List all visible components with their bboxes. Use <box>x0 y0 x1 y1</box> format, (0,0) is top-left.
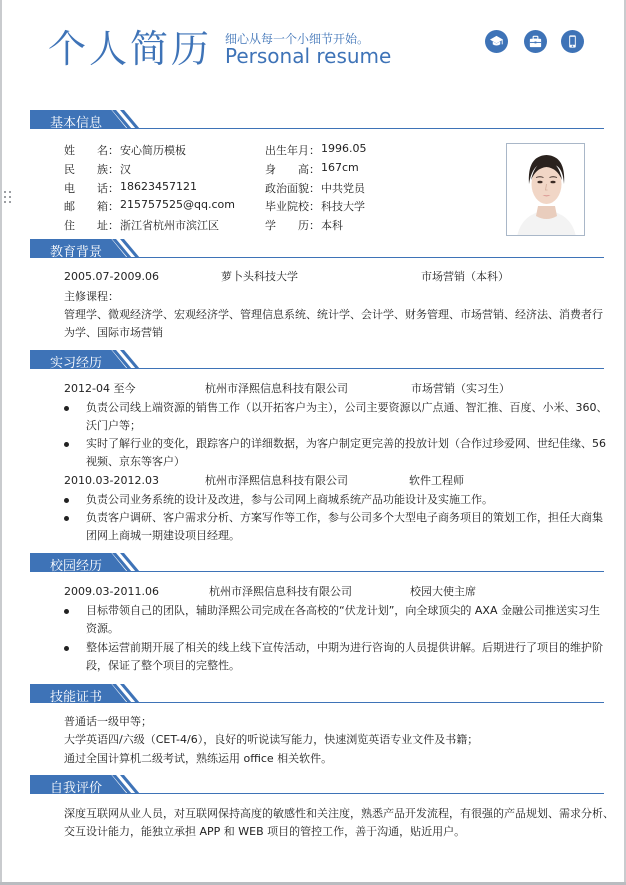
info-label: 电 话： <box>64 182 119 195</box>
education-major: 市场营销（本科） <box>421 270 509 283</box>
info-value: 1996.05 <box>321 142 367 155</box>
courses-text: 管理学、微观经济学、宏观经济学、管理信息系统、统计学、会计学、财务管理、市场营销、经济法、消费者行 <box>64 308 603 321</box>
campus-duty: 整体运营前期开展了相关的线上线下宣传活动，中期为进行咨询的人员提供讲解。后期进行了项目的维护阶 <box>86 641 603 654</box>
job-duty: 负责客户调研、客户需求分析、方案写作等工作，参与公司多个大型电子商务项目的策划工作，担任大商集 <box>86 511 603 524</box>
info-value: 167cm <box>321 161 359 174</box>
info-label: 政治面貌： <box>265 182 320 195</box>
info-label: 住 址： <box>64 219 119 232</box>
section-skills <box>30 684 604 706</box>
campus-duty: 资源。 <box>86 622 119 635</box>
bullet-icon <box>64 516 69 521</box>
section-campus <box>30 553 604 575</box>
info-label: 毕业院校： <box>265 200 320 213</box>
resume-title-english: Personal resume <box>225 44 392 68</box>
self-evaluation-text: 交互设计能力，能独立承担 APP 和 WEB 项目的管控工作，善于沟通，贴近用户。 <box>64 825 466 838</box>
job-duty: 负责公司线上端资源的销售工作（以开拓客户为主），公司主要资源以广点通、智汇推、百度、小米、360、 <box>86 401 608 414</box>
job-duty: 团网上商城一期建设项目经理。 <box>86 529 240 542</box>
section-title: 校园经历 <box>50 559 103 574</box>
info-value: 科技大学 <box>321 200 365 213</box>
resume-slogan: 细心从每一个小细节开始。 <box>225 32 370 46</box>
bullet-icon <box>64 646 69 651</box>
job-role: 软件工程师 <box>409 474 464 487</box>
job-duty: 视频、京东等客户） <box>86 455 185 468</box>
info-value: 215757525@qq.com <box>120 198 235 211</box>
campus-role: 校园大使主席 <box>410 585 476 598</box>
info-value: 本科 <box>321 219 343 232</box>
info-label: 民 族： <box>64 163 119 176</box>
section-basic-info <box>30 110 604 132</box>
education-period: 2005.07-2009.06 <box>64 270 159 283</box>
job-role: 市场营销（实习生） <box>411 382 510 395</box>
briefcase-icon <box>524 30 547 53</box>
bullet-icon <box>64 498 69 503</box>
self-evaluation-text: 深度互联网从业人员，对互联网保持高度的敏感性和关注度，熟悉产品开发流程，有很强的产品规划、需求分析、 <box>64 807 614 820</box>
section-self-evaluation <box>30 775 604 797</box>
job-duty: 实时了解行业的变化，跟踪客户的详细数据，为客户制定更完善的投放计划（合作过珍爱网、世纪佳缘、56 <box>86 437 606 450</box>
info-label: 学 历： <box>265 219 320 232</box>
section-title: 自我评价 <box>50 781 103 796</box>
job-duty: 沃门户等； <box>86 419 141 432</box>
resume-header <box>0 0 626 110</box>
info-value: 浙江省杭州市滨江区 <box>120 219 219 232</box>
info-label: 姓 名： <box>64 144 119 157</box>
section-title: 实习经历 <box>50 356 103 371</box>
skill-item: 通过全国计算机二级考试，熟练运用 office 相关软件。 <box>64 752 333 765</box>
page-left-edge <box>0 0 2 885</box>
section-title: 基本信息 <box>50 116 103 131</box>
job-duty: 负责公司业务系统的设计及改进，参与公司网上商城系统产品功能设计及实施工作。 <box>86 493 493 506</box>
job-period: 2010.03-2012.03 <box>64 474 159 487</box>
campus-company: 杭州市泽熙信息科技有限公司 <box>209 585 352 598</box>
courses-text: 为学、国际市场营销 <box>64 326 163 339</box>
section-internship <box>30 350 604 372</box>
profile-photo <box>506 143 585 236</box>
campus-duty: 段，保证了整个项目的完整性。 <box>86 659 240 672</box>
info-label: 身 高： <box>265 163 320 176</box>
section-education <box>30 239 604 261</box>
bullet-icon <box>64 442 69 447</box>
skill-item: 普通话一级甲等； <box>64 715 152 728</box>
info-value: 安心简历模板 <box>120 144 186 157</box>
info-label: 出生年月： <box>265 144 320 157</box>
job-period: 2012-04 至今 <box>64 382 136 395</box>
campus-period: 2009.03-2011.06 <box>64 585 159 598</box>
graduation-cap-icon <box>485 30 508 53</box>
resume-title: 个人简历 <box>48 27 213 71</box>
info-value: 汉 <box>120 163 131 176</box>
info-value: 18623457121 <box>120 180 197 193</box>
section-title: 技能证书 <box>50 690 103 705</box>
bullet-icon <box>64 406 69 411</box>
section-title: 教育背景 <box>50 245 103 260</box>
drag-handle-icon[interactable] <box>4 191 12 207</box>
skill-item: 大学英语四/六级（CET-4/6），良好的听说读写能力，快速浏览英语专业文件及书籍； <box>64 733 479 746</box>
bullet-icon <box>64 609 69 614</box>
info-value: 中共党员 <box>321 182 365 195</box>
courses-label: 主修课程： <box>64 290 119 303</box>
campus-duty: 目标带领自己的团队，辅助泽熙公司完成在各高校的“伏龙计划”，向全球顶尖的 AXA 金融公司推送实习生 <box>86 604 600 617</box>
job-company: 杭州市泽熙信息科技有限公司 <box>205 474 348 487</box>
education-school: 萝卜头科技大学 <box>221 270 298 283</box>
job-company: 杭州市泽熙信息科技有限公司 <box>205 382 348 395</box>
mobile-phone-icon <box>561 30 584 53</box>
info-label: 邮 箱： <box>64 200 119 213</box>
